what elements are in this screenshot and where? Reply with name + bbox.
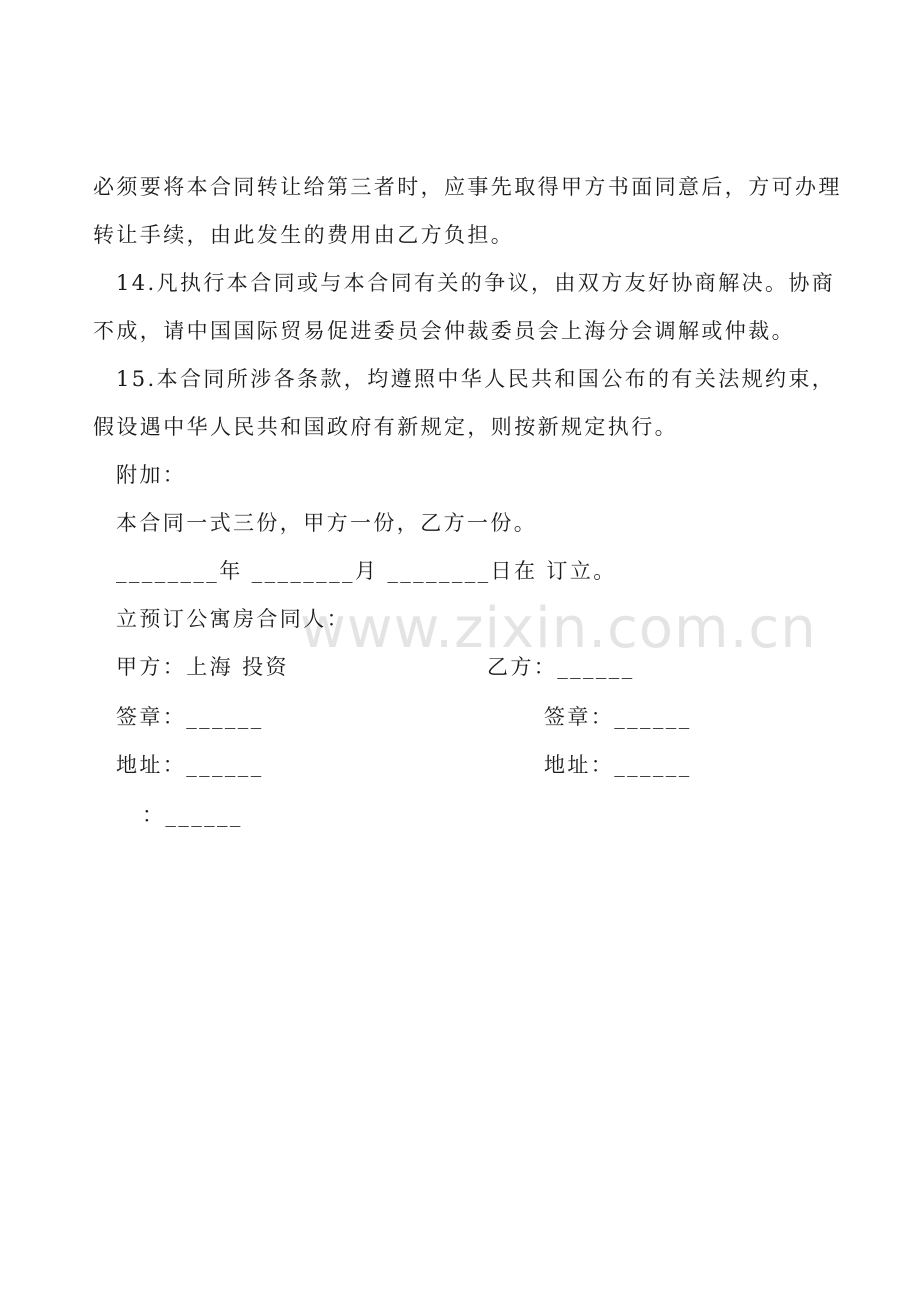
watermark: www.zixin.com.cn xyxy=(300,596,817,661)
party-b-address: 地址：______ xyxy=(544,753,692,777)
clause-15-line: 15.本合同所涉各条款，均遵照中华人民共和国公布的有关法规约束， xyxy=(116,367,836,391)
copies-line: 本合同一式三份，甲方一份，乙方一份。 xyxy=(116,511,538,535)
signatories-heading: 立预订公寓房合同人： xyxy=(116,607,350,631)
paragraph-line: 不成，请中国国际贸易促进委员会仲裁委员会上海分会调解或仲裁。 xyxy=(93,319,795,343)
date-line: ________年 ________月 ________日在 订立。 xyxy=(116,559,617,583)
party-a-name: 甲方：上海 投资 xyxy=(116,655,289,679)
paragraph-line: 假设遇中华人民共和国政府有新规定，则按新规定执行。 xyxy=(93,415,678,439)
clause-14-line: 14.凡执行本合同或与本合同有关的争议，由双方友好协商解决。协商 xyxy=(116,271,836,295)
party-b-seal: 签章：______ xyxy=(544,705,692,729)
party-a-seal: 签章：______ xyxy=(116,705,264,729)
paragraph-line: 必须要将本合同转让给第三者时，应事先取得甲方书面同意后，方可办理 xyxy=(93,175,842,199)
party-a-extra-field: ：______ xyxy=(142,803,243,827)
appendix-heading: 附加： xyxy=(116,463,187,487)
party-b-name: 乙方：______ xyxy=(487,655,635,679)
party-a-address: 地址：______ xyxy=(116,753,264,777)
paragraph-line: 转让手续，由此发生的费用由乙方负担。 xyxy=(93,223,515,247)
